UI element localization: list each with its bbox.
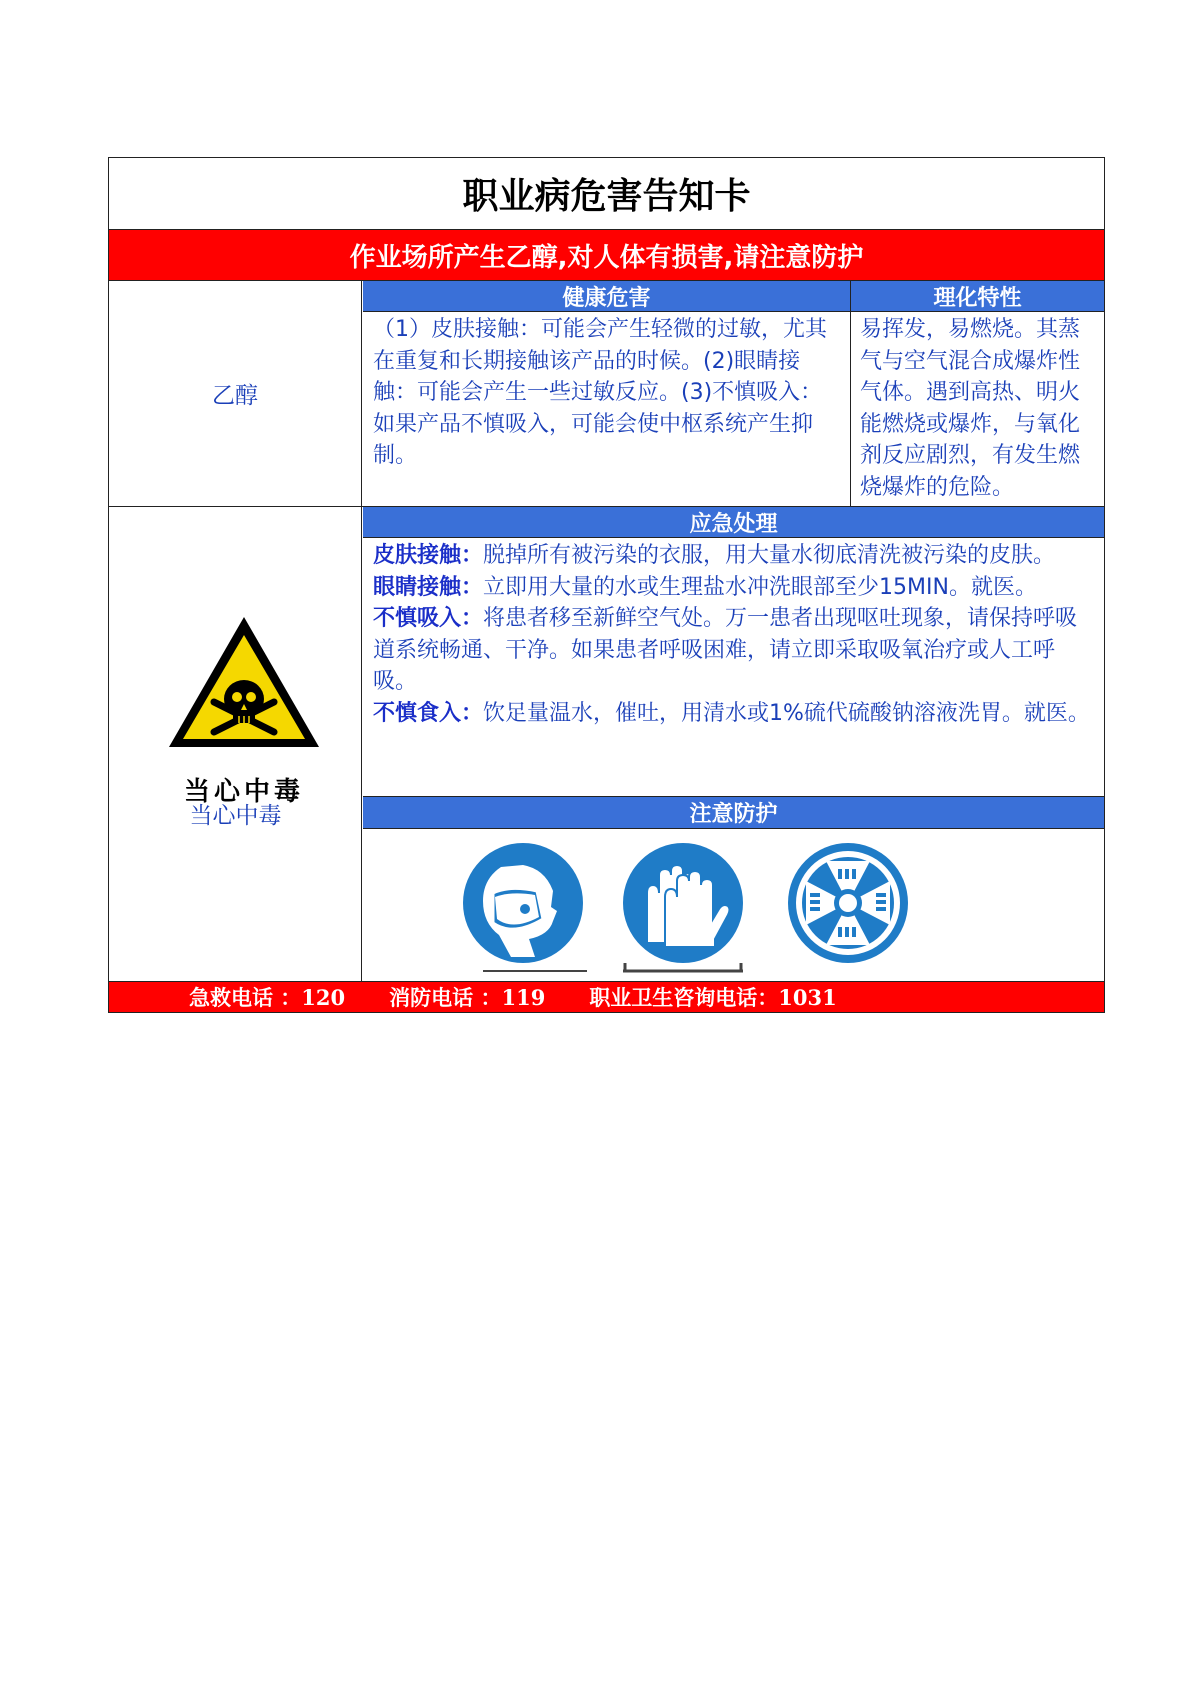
physchem-text: 易挥发，易燃烧。其蒸气与空气混合成爆炸性气体。遇到高热、明火能燃烧或爆炸，与氧化剂反应剧烈，有发生燃烧爆炸的危险。 — [860, 317, 1081, 500]
sign-text-strip — [159, 777, 329, 807]
fire-phone: 消防电话 ：119 — [389, 985, 546, 1010]
emergency-label: 皮肤接触： — [373, 543, 484, 568]
emergency-item — [373, 572, 1094, 604]
emergency-label: 不慎吸入： — [373, 606, 484, 631]
emergency-header: 应急处理 — [363, 507, 1104, 538]
warning-banner: 作业场所产生乙醇,对人体有损害,请注意防护 — [109, 230, 1104, 280]
substance-name: 乙醇 — [212, 383, 258, 409]
protection-icons — [363, 829, 1104, 981]
hazard-notice-card — [108, 157, 1105, 1013]
sign-caption: 当心中毒 — [189, 803, 282, 829]
health-hazard-text: （1）皮肤接触：可能会产生轻微的过敏，尤其在重复和长期接触该产品的时候。(2)眼睛接触：可能会产生一些过敏反应。(3)不慎吸入： 如果产品不慎吸入，可能会使中枢系统产生抑制。 — [373, 317, 827, 468]
health-consult-phone: 职业卫生咨询电话：1031 — [589, 985, 837, 1010]
respirator-mask-icon — [453, 839, 593, 979]
emergency-label: 不慎食入： — [373, 700, 484, 726]
emergency-item — [373, 540, 1094, 572]
skull-crossbones-icon — [159, 607, 329, 777]
warning-sign-cell — [109, 507, 362, 981]
emergency-phone-footer — [109, 981, 1104, 1012]
emergency-text: 脱掉所有被污染的衣服，用大量水彻底清洗被污染的皮肤。 — [483, 543, 1056, 568]
health-hazard-header: 健康危害 — [363, 281, 850, 312]
ventilation-fan-icon — [778, 839, 918, 979]
substance-name-cell — [109, 281, 362, 506]
emergency-text: 立即用大量的水或生理盐水冲洗眼部至少15MIN。就医。 — [483, 574, 1037, 600]
emergency-text: 将患者移至新鲜空气处。万一患者出现呕吐现象，请保持呼吸道系统畅通、干净。如果患者呼吸困难，请立即采取吸氧治疗或人工呼吸。 — [373, 606, 1078, 694]
protective-gloves-icon — [613, 839, 753, 979]
emergency-text: 饮足量温水，催吐，用清水或1%硫代硫酸钠溶液洗胃。就医。 — [483, 700, 1090, 726]
first-aid-phone: 急救电话 ：120 — [189, 985, 346, 1010]
sign-text: 当心中毒 — [183, 777, 304, 807]
emergency-item — [373, 698, 1094, 730]
emergency-item — [373, 603, 1094, 698]
card-title: 职业病危害告知卡 — [109, 158, 1104, 230]
emergency-list — [363, 538, 1104, 796]
emergency-label: 眼睛接触： — [373, 574, 484, 600]
protection-header: 注意防护 — [363, 797, 1104, 829]
physchem-header: 理化特性 — [851, 281, 1104, 312]
